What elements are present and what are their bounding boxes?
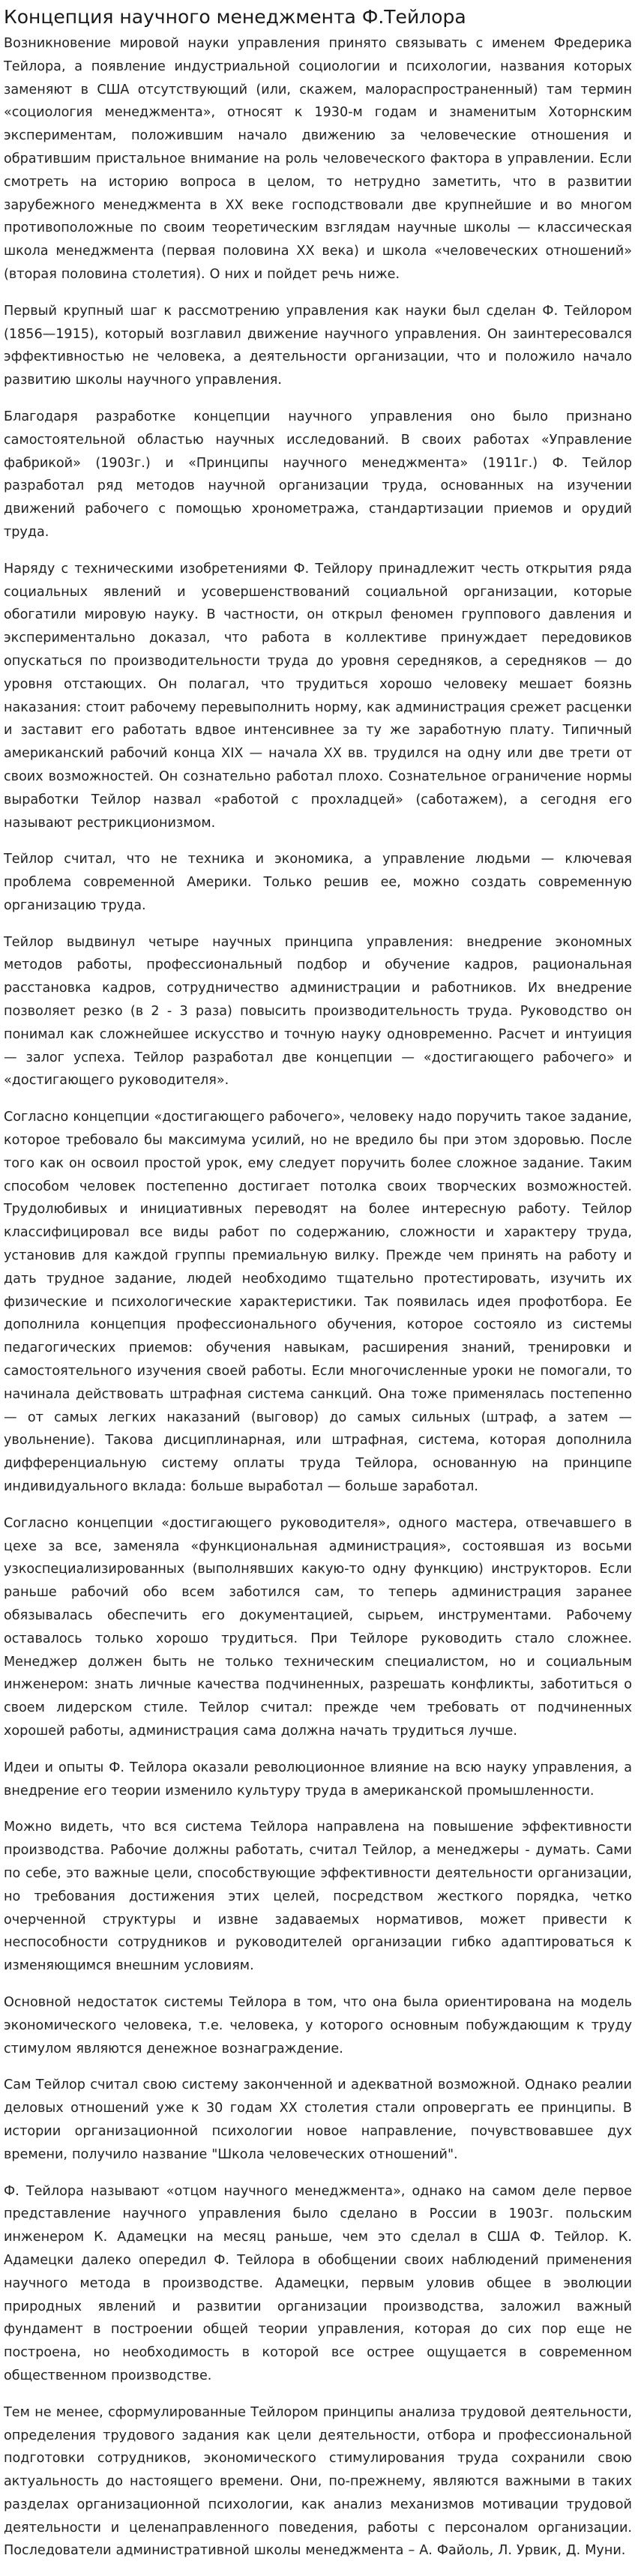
paragraph-key-problem: Тейлор считал, что не техника и экономика, а управление людьми — ключевая проблема современной Америки. Только решив ее, можно создать современную организацию труда. (4, 852, 632, 913)
paragraph-main-drawback: Основной недостаток системы Тейлора в том, что она была ориентирована на модель экономического человека, т.е. человека, у которого основным побуждающим к труду стимулом являются денежное вознаграждение. (4, 1994, 632, 2056)
page-title: Концепция научного менеджмента Ф.Тейлора (4, 6, 466, 28)
paragraph-adamiecki: Ф. Тейлора называют «отцом научного менеджмента», однако на самом деле первое представление научного управления было сделано в России в 1903г. польским инженером К. Адамецки на месяц раньше, чем это сделал в США Ф. Тейлор. К. Адамецки далеко опередил Ф. Тейлора в обобщении своих наблюдений применения научного метода в производстве. Адамецки, первым уловив общее в эволюции природных явлений и развитии организации производства, заложил важный фундамент в построении общей теории управления, которая до сих пор еще не построена, но необходимость в которой все острее ощущается в современном общественном производстве. (4, 2183, 632, 2383)
paragraph-conclusion: Тем не менее, сформулированные Тейлором принципы анализа трудовой деятельности, определения трудового задания как цели деятельности, отбора и профессиональной подготовки сотрудников, экономического стимулирования труда сохранили свою актуальность до настоящего времени. Они, по-прежнему, являются важными в таких разделах организационной психологии, как анализ механизмов мотивации трудовой деятельности и целенаправленного поведения, работы с персоналом организации. Последователи административной школы менеджмента – А. Файоль, Л. Урвик, Д. Муни. (4, 2404, 632, 2559)
paragraph-four-principles: Тейлор выдвинул четыре научных принципа управления: внедрение экономных методов работы, профессиональный подбор и обучение кадров, рациональная расстановка кадров, сотрудничество администрации и работников. Их внедрение позволяет резко (в 2 - 3 раза) повысить производительность труда. Руководство он понимал как сложнейшее искусство и точную науку одновременно. Расчет и интуиция — залог успеха. Тейлор разработал две концепции — «достигающего рабочего» и «достигающего руководителя». (4, 934, 632, 1089)
paragraph-scientific-management-works: Благодаря разработке концепции научного управления оно было признано самостоятельной областью научных исследований. В своих работах «Управление фабрикой» (1903г.) и «Принципы научного менеджмента» (1911г.) Ф. Тейлор разработал ряд методов научной организации труда, основанных на изучении движений рабочего с помощью хронометража, стандартизации приемов и орудий труда. (4, 409, 632, 540)
paragraph-human-relations-school: Сам Тейлор считал свою систему законченной и адекватной возможной. Однако реалии деловых отношений уже к 30 годам XX столетия стали опровергать ее принципы. В истории организационной психологии новое направление, почувствовавшее дух времени, получило название "Школа человеческих отношений". (4, 2077, 632, 2162)
paragraph-influence: Идеи и опыты Ф. Тейлора оказали революционное влияние на всю науку управления, а внедрение его теории изменило культуру труда в американской промышленности. (4, 1760, 632, 1799)
paragraph-achieving-manager: Согласно концепции «достигающего руководителя», одного мастера, отвечавшего в цехе за все, заменяла «функциональная администрация», состоявшая из восьми узкоспециализированных (выполнявших какую-то одну функцию) инструкторов. Если раньше рабочий обо всем заботился сам, то теперь администрация заранее обязывалась обеспечить его документацией, сырьем, инструментами. Рабочему оставалось только хорошо трудиться. При Тейлоре руководить стало сложнее. Менеджер должен быть не только техническим специалистом, но и социальным инженером: знать личные качества подчиненных, разрешать конфликты, заботиться о своем лидерском стиле. Тейлор считал: прежде чем требовать от подчиненных хорошей работы, администрация сама должна начать трудиться лучше. (4, 1515, 632, 1739)
paragraph-first-step: Первый крупный шаг к рассмотрению управления как науки был сделан Ф. Тейлором (1856—1915), который возглавил движение научного управления. Он заинтересовался эффективностью не человека, а деятельности организации, что и положило начало развитию школы научного управления. (4, 303, 632, 388)
paragraph-achieving-worker: Согласно концепции «достигающего рабочего», человеку надо поручить такое задание, которое требовало бы максимума усилий, но не вредило бы при этом здоровью. После того как он освоил простой урок, ему следует поручить более сложное задание. Таким способом человек постепенно достигает потолка своих творческих возможностей. Трудолюбивых и инициативных переводят на более интересную работу. Тейлор классифицировал все виды работ по содержанию, сложности и характеру труда, установив для каждой группы премиальную вилку. Прежде чем принять на работу и дать трудное задание, людей необходимо тщательно протестировать, изучить их физические и психологические характеристики. Так появилась идея профотбора. Ее дополнила концепция профессионального обучения, которое состояло из системы педагогических приемов: обучения навыкам, расширения знаний, тренировки и самостоятельного изучения своей работы. Если многочисленные уроки не помогали, то начинала действовать штрафная система санкций. Она тоже применялась постепенно — от самых легких наказаний (выговор) до самых сильных (штраф, а затем — увольнение). Такова дисциплинарная, или штрафная, система, которая дополнила дифференциальную систему оплаты труда Тейлора, основанную на принципе индивидуального вклада: больше выработал — больше заработал. (4, 1110, 632, 1495)
paragraph-intro: Возникновение мировой науки управления принято связывать с именем Фредерика Тейлора, а появление индустриальной социологии и психологии, названия которых заменяют в США отсутствующий (или, скажем, малораспространенный) там термин «социология менеджмента», относят к 1930-м годам и знаменитым Хоторнским экспериментам, положившим начало движению за человеческие отношения и обратившим пристальное внимание на роль человеческого фактора в управлении. Если смотреть на историю вопроса в целом, то нетрудно заметить, что в развитии зарубежного менеджмента в XX веке господствовали две крупнейшие и во многом противоположные по своим теоретическим взглядам научные школы — классическая школа менеджмента (первая половина XX века) и школа «человеческих отношений» (вторая половина столетия). О них и пойдет речь ниже. (4, 36, 632, 282)
paragraph-efficiency: Можно видеть, что вся система Тейлора направлена на повышение эффективности производства. Рабочие должны работать, считал Тейлор, а менеджеры - думать. Сами по себе, это важные цели, способствующие эффективности деятельности организации, но требования достижения этих целей, посредством жесткого порядка, четко очерченной структуры и извне задаваемых нормативов, может привести к неспособности сотрудников и руководителей организации гибко адаптироваться к изменяющимся внешним условиям. (4, 1820, 632, 1974)
paragraph-social-phenomena: Наряду с техническими изобретениями Ф. Тейлору принадлежит честь открытия ряда социальных явлений и усовершенствований социальной организации, которые обогатили мировую науку. В частности, он открыл феномен группового давления и экспериментально доказал, что работа в коллективе принуждает передовиков опускаться по производительности труда до уровня середняков, а середняков — до уровня отстающих. Он полагал, что трудиться хорошо человеку мешает боязнь наказания: стоит рабочему перевыполнить норму, как администрация срежет расценки и заставит его работать вдвое интенсивнее за ту же заработную плату. Типичный американский рабочий конца XIX — начала XX вв. трудился на одну или две трети от своих возможностей. Он сознательно работал плохо. Сознательное ограничение нормы выработки Тейлор назвал «работой с прохладцей» (саботажем), а сегодня его называют рестрикционизмом. (4, 561, 632, 831)
article-body (4, 31, 632, 2563)
